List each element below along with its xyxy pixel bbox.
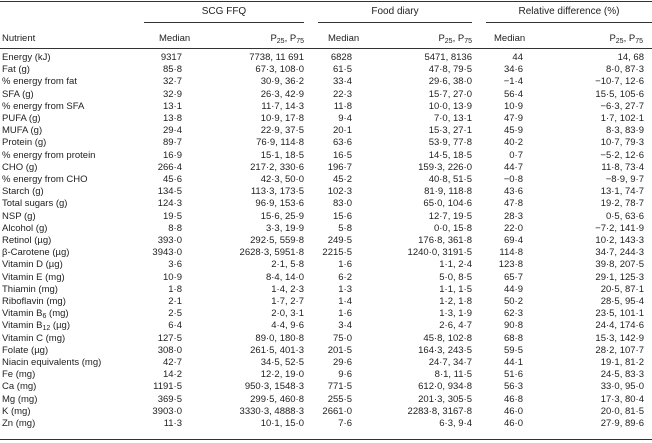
- diary-percentiles-cell: 1·2, 1·8: [439, 296, 472, 307]
- diary-median-cell: 22·3: [332, 88, 352, 100]
- diary-percentiles-cell: 15·7, 27·0: [428, 88, 472, 100]
- diary-percentiles-cell: 201·3, 305·5: [418, 393, 472, 405]
- rd-percentiles-cell: 28·5, 95·4: [600, 296, 644, 307]
- diary-percentiles-cell: 40·8, 51·5: [428, 174, 472, 185]
- rd-percentiles-cell: 33·0, 95·0: [600, 381, 644, 393]
- diary-median-cell: 2215·5: [322, 247, 352, 259]
- diary-median-cell: 2661·0: [322, 405, 352, 417]
- table-bottom-rule: [0, 439, 652, 440]
- rd-percentiles-cell: 14, 68: [617, 52, 644, 63]
- diary-percentiles-cell: 29·6, 38·0: [428, 76, 472, 88]
- rd-median-cell: 56·4: [503, 88, 523, 100]
- diary-percentiles-cell: 24·7, 34·7: [428, 357, 472, 368]
- diary-median-cell: 11·8: [333, 100, 352, 112]
- rd-percentiles-cell: 24·5, 83·3: [600, 369, 644, 381]
- ffq-median-cell: 9317: [160, 52, 182, 63]
- ffq-percentiles-cell: 299·5, 460·8: [250, 393, 304, 405]
- ffq-median-cell: 3·6: [168, 259, 182, 271]
- ffq-percentiles-cell: 217·2, 330·6: [250, 161, 304, 173]
- diary-median-cell: 3·4: [338, 320, 352, 332]
- rd-percentiles-cell: 34·7, 244·3: [595, 247, 644, 259]
- ffq-median-cell: 89·7: [162, 137, 182, 149]
- diary-median-cell: 83·0: [332, 198, 352, 210]
- ffq-percentiles-cell: 292·5, 559·8: [250, 235, 304, 246]
- nutrient-label-cell: Vitamin $B_{12}$ (µg): [2, 320, 71, 333]
- ffq-percentiles-cell: 2628·3, 5951·8: [239, 247, 304, 259]
- ffq-median-cell: 16·9: [162, 149, 182, 161]
- diary-percentiles-cell: 1·1, 2·4: [439, 259, 472, 271]
- diary-median-cell: 7·6: [338, 418, 352, 429]
- rd-median-cell: 46·0: [503, 418, 523, 429]
- diary-median-cell: 6·2: [338, 271, 352, 283]
- diary-median-cell: 20·1: [332, 125, 352, 137]
- diary-percentiles-cell: 5·0, 8·5: [439, 271, 472, 283]
- nutrient-label-cell: Mg (mg): [2, 393, 38, 405]
- ffq-percentiles-cell: 950·3, 1548·3: [244, 381, 304, 393]
- rd-percentiles-cell: −8·9, 9·7: [605, 174, 644, 185]
- diary-percentiles-cell: 47·8, 79·5: [428, 64, 472, 76]
- group-header-food-diary: Food diary: [371, 6, 419, 17]
- rd-percentiles-cell: 27·9, 89·6: [600, 418, 644, 429]
- ffq-percentiles-cell: 34·5, 52·5: [260, 357, 304, 368]
- ffq-median-cell: 3943·0: [152, 247, 182, 259]
- ffq-median-cell: 11·3: [163, 418, 182, 429]
- rd-percentiles-cell: 1·7, 102·1: [600, 113, 644, 124]
- rd-percentiles-cell: 10·7, 79·3: [600, 137, 644, 149]
- ffq-percentiles-cell: 113·3, 173·5: [250, 186, 304, 198]
- rd-median-cell: 56·3: [503, 381, 523, 393]
- rd-percentiles-cell: 20·5, 87·1: [600, 283, 644, 295]
- nutrient-label-cell: Vitamin $B_6$ (mg): [2, 308, 69, 321]
- ffq-median-cell: 134·5: [157, 186, 182, 198]
- ffq-percentiles-cell: 10·9, 17·8: [260, 113, 304, 124]
- rd-median-cell: 65·7: [503, 271, 523, 283]
- ffq-median-cell: 369·5: [157, 393, 182, 405]
- rd-percentiles-cell: 10·2, 143·3: [595, 235, 644, 246]
- ffq-median-cell: 8·8: [168, 222, 182, 234]
- diary-percentiles-cell: 6·3, 9·4: [439, 418, 472, 429]
- diary-percentiles-cell: 65·0, 104·6: [423, 198, 472, 210]
- ffq-percentiles-cell: 12·2, 19·0: [260, 369, 304, 381]
- ffq-median-cell: 13·8: [162, 113, 182, 124]
- ffq-median-cell: 2·5: [168, 308, 182, 320]
- nutrient-label-cell: Niacin equivalents (mg): [2, 357, 102, 368]
- diary-median-cell: 16·5: [332, 149, 352, 161]
- rd-percentiles-cell: −10·7, 12·6: [595, 76, 644, 88]
- diary-percentiles-cell: 176·8, 361·8: [418, 235, 472, 246]
- ffq-median-cell: 2·1: [168, 296, 182, 307]
- rd-median-cell: 62·3: [503, 308, 523, 320]
- rd-percentiles-cell: 19·2, 78·7: [600, 198, 644, 210]
- diary-median-cell: 5·8: [338, 222, 352, 234]
- diary-percentiles-cell: 45·8, 102·8: [423, 332, 472, 344]
- diary-median-cell: 196·7: [327, 161, 352, 173]
- rd-median-cell: 34·6: [503, 64, 523, 76]
- ffq-median-cell: 10·9: [162, 271, 182, 283]
- diary-percentiles-cell: 164·3, 243·5: [418, 344, 472, 356]
- rd-percentiles-cell: 8·0, 87·3: [605, 64, 644, 76]
- column-header-rd-percentiles: $P_{25}$, $P_{75}$: [609, 33, 643, 45]
- rd-percentiles-cell: 19·1, 81·2: [600, 357, 644, 368]
- ffq-median-cell: 1191·5: [153, 381, 182, 393]
- ffq-percentiles-cell: 3·3, 19·9: [265, 222, 304, 234]
- diary-median-cell: 201·5: [327, 344, 352, 356]
- ffq-percentiles-cell: 10·1, 15·0: [260, 418, 304, 429]
- nutrient-label-cell: Protein (g): [2, 137, 47, 149]
- diary-percentiles-cell: 81·9, 118·8: [424, 186, 472, 198]
- nutrient-label-cell: Vitamin D (µg): [2, 259, 63, 271]
- rd-median-cell: 0·7: [509, 149, 523, 161]
- nutrient-label-cell: CHO (g): [2, 161, 38, 173]
- diary-percentiles-cell: 10·0, 13·9: [428, 100, 472, 112]
- rd-median-cell: −1·4: [503, 76, 523, 88]
- table-top-rule: [0, 1, 652, 2]
- ffq-median-cell: 6·4: [168, 320, 182, 332]
- ffq-median-cell: 32·9: [162, 88, 182, 100]
- diary-median-cell: 15·6: [332, 210, 352, 222]
- nutrient-label-cell: Retinol (µg): [2, 235, 52, 246]
- nutrient-label-cell: K (mg): [2, 405, 31, 417]
- diary-median-cell: 61·5: [332, 64, 352, 76]
- group-underline-food-diary: [318, 22, 472, 23]
- rd-median-cell: 47·8: [503, 198, 523, 210]
- rd-percentiles-cell: 0·5, 63·6: [605, 210, 644, 222]
- rd-percentiles-cell: 13·1, 74·7: [600, 186, 644, 198]
- nutrient-label-cell: Fe (mg): [2, 369, 36, 381]
- rd-median-cell: 43·6: [503, 186, 523, 198]
- group-underline-relative-difference: [486, 22, 652, 23]
- group-header-scg-ffq: SCG FFQ: [201, 6, 247, 17]
- rd-median-cell: 44·1: [503, 357, 523, 368]
- rd-median-cell: 40·2: [503, 137, 523, 149]
- ffq-percentiles-cell: 15·1, 18·5: [260, 149, 304, 161]
- diary-percentiles-cell: 15·3, 27·1: [428, 125, 472, 137]
- nutrient-label-cell: Vitamin E (mg): [2, 271, 65, 283]
- diary-median-cell: 33·4: [332, 76, 352, 88]
- ffq-percentiles-cell: 26·3, 42·9: [260, 88, 304, 100]
- ffq-percentiles-cell: 15·6, 25·9: [260, 210, 304, 222]
- rd-median-cell: 46·0: [503, 405, 523, 417]
- diary-percentiles-cell: 612·0, 934·8: [418, 381, 472, 393]
- column-header-rd-median: Median: [494, 33, 526, 44]
- diary-median-cell: 249·5: [327, 235, 352, 246]
- ffq-percentiles-cell: 96·9, 153·6: [255, 198, 304, 210]
- rd-median-cell: 59·5: [503, 344, 523, 356]
- diary-median-cell: 75·0: [332, 332, 352, 344]
- nutrient-label-cell: Vitamin C (mg): [2, 332, 66, 344]
- ffq-percentiles-cell: 67·3, 108·0: [255, 64, 304, 76]
- nutrient-label-cell: Total sugars (g): [2, 198, 68, 210]
- diary-median-cell: 1·4: [338, 296, 352, 307]
- diary-median-cell: 1·3: [338, 283, 352, 295]
- nutrient-label-cell: % energy from CHO: [2, 174, 88, 185]
- ffq-percentiles-cell: 2·1, 5·8: [271, 259, 304, 271]
- diary-percentiles-cell: 7·0, 13·1: [433, 113, 472, 124]
- rd-median-cell: 114·8: [499, 247, 523, 259]
- rd-percentiles-cell: −6·3, 27·7: [600, 100, 644, 112]
- rd-median-cell: 22·0: [503, 222, 523, 234]
- rd-median-cell: 90·8: [503, 320, 523, 332]
- diary-median-cell: 9·4: [338, 113, 352, 124]
- ffq-median-cell: 85·8: [162, 64, 182, 76]
- nutrient-label-cell: NSP (g): [2, 210, 36, 222]
- rd-percentiles-cell: −7·2, 141·9: [595, 222, 644, 234]
- diary-median-cell: 29·6: [332, 357, 352, 368]
- ffq-median-cell: 308·0: [157, 344, 182, 356]
- rd-median-cell: 69·4: [503, 235, 523, 246]
- rd-percentiles-cell: 39·8, 207·5: [595, 259, 644, 271]
- rd-median-cell: 44·9: [503, 283, 523, 295]
- nutrient-label-cell: Fat (g): [2, 64, 30, 76]
- diary-percentiles-cell: 159·3, 226·0: [418, 161, 472, 173]
- ffq-percentiles-cell: 261·5, 401·3: [250, 344, 304, 356]
- ffq-percentiles-cell: 4·4, 9·6: [271, 320, 304, 332]
- diary-percentiles-cell: 5471, 8136: [424, 52, 472, 63]
- diary-median-cell: 1·6: [338, 259, 352, 271]
- nutrient-label-cell: Folate (µg): [2, 344, 49, 356]
- ffq-median-cell: 32·7: [162, 76, 182, 88]
- rd-median-cell: 10·9: [503, 100, 523, 112]
- rd-percentiles-cell: 20·0, 81·5: [600, 405, 644, 417]
- header-bottom-rule: [0, 48, 652, 49]
- rd-median-cell: 123·8: [498, 259, 523, 271]
- diary-percentiles-cell: 12·7, 19·5: [428, 210, 472, 222]
- ffq-median-cell: 1·8: [168, 283, 182, 295]
- rd-percentiles-cell: 15·5, 105·6: [595, 88, 644, 100]
- ffq-median-cell: 3903·0: [152, 405, 182, 417]
- rd-percentiles-cell: 23·5, 101·1: [595, 308, 644, 320]
- group-header-relative-difference: Relative difference (%): [518, 6, 620, 17]
- diary-percentiles-cell: 14·5, 18·5: [428, 149, 472, 161]
- rd-median-cell: 45·9: [503, 125, 523, 137]
- ffq-percentiles-cell: 22·9, 37·5: [260, 125, 304, 137]
- ffq-percentiles-cell: 1·7, 2·7: [271, 296, 304, 307]
- ffq-percentiles-cell: 89·0, 180·8: [255, 332, 304, 344]
- ffq-median-cell: 42·7: [162, 357, 182, 368]
- ffq-median-cell: 266·4: [157, 161, 182, 173]
- rd-percentiles-cell: 8·3, 83·9: [605, 125, 644, 137]
- diary-percentiles-cell: 1·3, 1·9: [439, 308, 472, 320]
- ffq-percentiles-cell: 1·4, 2·3: [271, 283, 304, 295]
- ffq-median-cell: 45·6: [162, 174, 182, 185]
- rd-median-cell: 51·6: [503, 369, 523, 381]
- rd-percentiles-cell: −5·2, 12·6: [600, 149, 644, 161]
- ffq-percentiles-cell: 2·0, 3·1: [271, 308, 304, 320]
- rd-percentiles-cell: 11·8, 73·4: [601, 161, 644, 173]
- ffq-median-cell: 29·4: [162, 125, 182, 137]
- rd-percentiles-cell: 15·3, 142·9: [595, 332, 644, 344]
- nutrient-label-cell: Thiamin (mg): [2, 283, 58, 295]
- nutrient-label-cell: Energy (kJ): [2, 52, 51, 63]
- nutrient-label-cell: Ca (mg): [2, 381, 37, 393]
- ffq-percentiles-cell: 76·9, 114·8: [256, 137, 304, 149]
- ffq-median-cell: 127·5: [157, 332, 182, 344]
- nutrient-label-cell: β-Carotene (µg): [2, 247, 70, 259]
- rd-median-cell: 44: [512, 52, 523, 63]
- diary-percentiles-cell: 2283·8, 3167·8: [407, 405, 472, 417]
- diary-percentiles-cell: 8·1, 11·5: [434, 369, 472, 381]
- nutrient-label-cell: Starch (g): [2, 186, 44, 198]
- rd-median-cell: −0·8: [503, 174, 523, 185]
- diary-median-cell: 45·2: [332, 174, 352, 185]
- group-underline-scg-ffq: [144, 22, 304, 23]
- rd-percentiles-cell: 24·4, 174·6: [595, 320, 644, 332]
- ffq-median-cell: 14·2: [162, 369, 182, 381]
- nutrient-label-cell: SFA (g): [2, 88, 34, 100]
- nutrient-label-cell: % energy from SFA: [2, 100, 85, 112]
- rd-median-cell: 50·2: [503, 296, 523, 307]
- ffq-percentiles-cell: 30·9, 36·2: [260, 76, 304, 88]
- diary-percentiles-cell: 53·9, 77·8: [428, 137, 472, 149]
- column-header-diary-median: Median: [328, 33, 360, 44]
- rd-median-cell: 28·3: [503, 210, 523, 222]
- nutrient-label-cell: MUFA (g): [2, 125, 43, 137]
- nutrient-label-cell: % energy from fat: [2, 76, 77, 88]
- ffq-percentiles-cell: 3330·3, 4888·3: [239, 405, 304, 417]
- rd-median-cell: 47·9: [503, 113, 523, 124]
- ffq-percentiles-cell: 7738, 11 691: [249, 52, 304, 63]
- diary-median-cell: 1·6: [338, 308, 352, 320]
- diary-percentiles-cell: 0·0, 15·8: [433, 222, 472, 234]
- ffq-median-cell: 13·1: [162, 100, 182, 112]
- ffq-median-cell: 19·5: [162, 210, 182, 222]
- rd-median-cell: 46·8: [503, 393, 523, 405]
- ffq-percentiles-cell: 42·3, 50·0: [260, 174, 304, 185]
- ffq-percentiles-cell: 8·4, 14·0: [265, 271, 304, 283]
- nutrient-label-cell: Alcohol (g): [2, 222, 48, 234]
- diary-median-cell: 6828: [330, 52, 352, 63]
- column-header-ffq-median: Median: [159, 33, 191, 44]
- diary-median-cell: 255·5: [327, 393, 352, 405]
- diary-median-cell: 9·6: [338, 369, 352, 381]
- nutrient-label-cell: Zn (mg): [2, 418, 36, 429]
- rd-median-cell: 68·8: [503, 332, 523, 344]
- ffq-median-cell: 393·0: [157, 235, 182, 246]
- nutrient-label-cell: Riboflavin (mg): [2, 296, 66, 307]
- nutrient-label-cell: % energy from protein: [2, 149, 96, 161]
- rd-median-cell: 44·7: [503, 161, 523, 173]
- rd-percentiles-cell: 17·3, 80·4: [600, 393, 644, 405]
- diary-median-cell: 771·5: [327, 381, 352, 393]
- ffq-median-cell: 124·3: [157, 198, 182, 210]
- column-header-diary-percentiles: $P_{25}$, $P_{75}$: [438, 33, 472, 45]
- rd-percentiles-cell: 29·1, 125·3: [595, 271, 644, 283]
- ffq-percentiles-cell: 11·7, 14·3: [261, 100, 304, 112]
- diary-median-cell: 63·6: [332, 137, 352, 149]
- nutrient-label-cell: PUFA (g): [2, 113, 41, 124]
- column-header-nutrient: Nutrient: [2, 33, 36, 44]
- diary-percentiles-cell: 2·6, 4·7: [439, 320, 472, 332]
- diary-median-cell: 102·3: [327, 186, 352, 198]
- column-header-ffq-percentiles: $P_{25}$, $P_{75}$: [270, 33, 304, 45]
- rd-percentiles-cell: 28·2, 107·7: [595, 344, 644, 356]
- diary-percentiles-cell: 1240·0, 3191·5: [407, 247, 472, 259]
- diary-percentiles-cell: 1·1, 1·5: [439, 283, 472, 295]
